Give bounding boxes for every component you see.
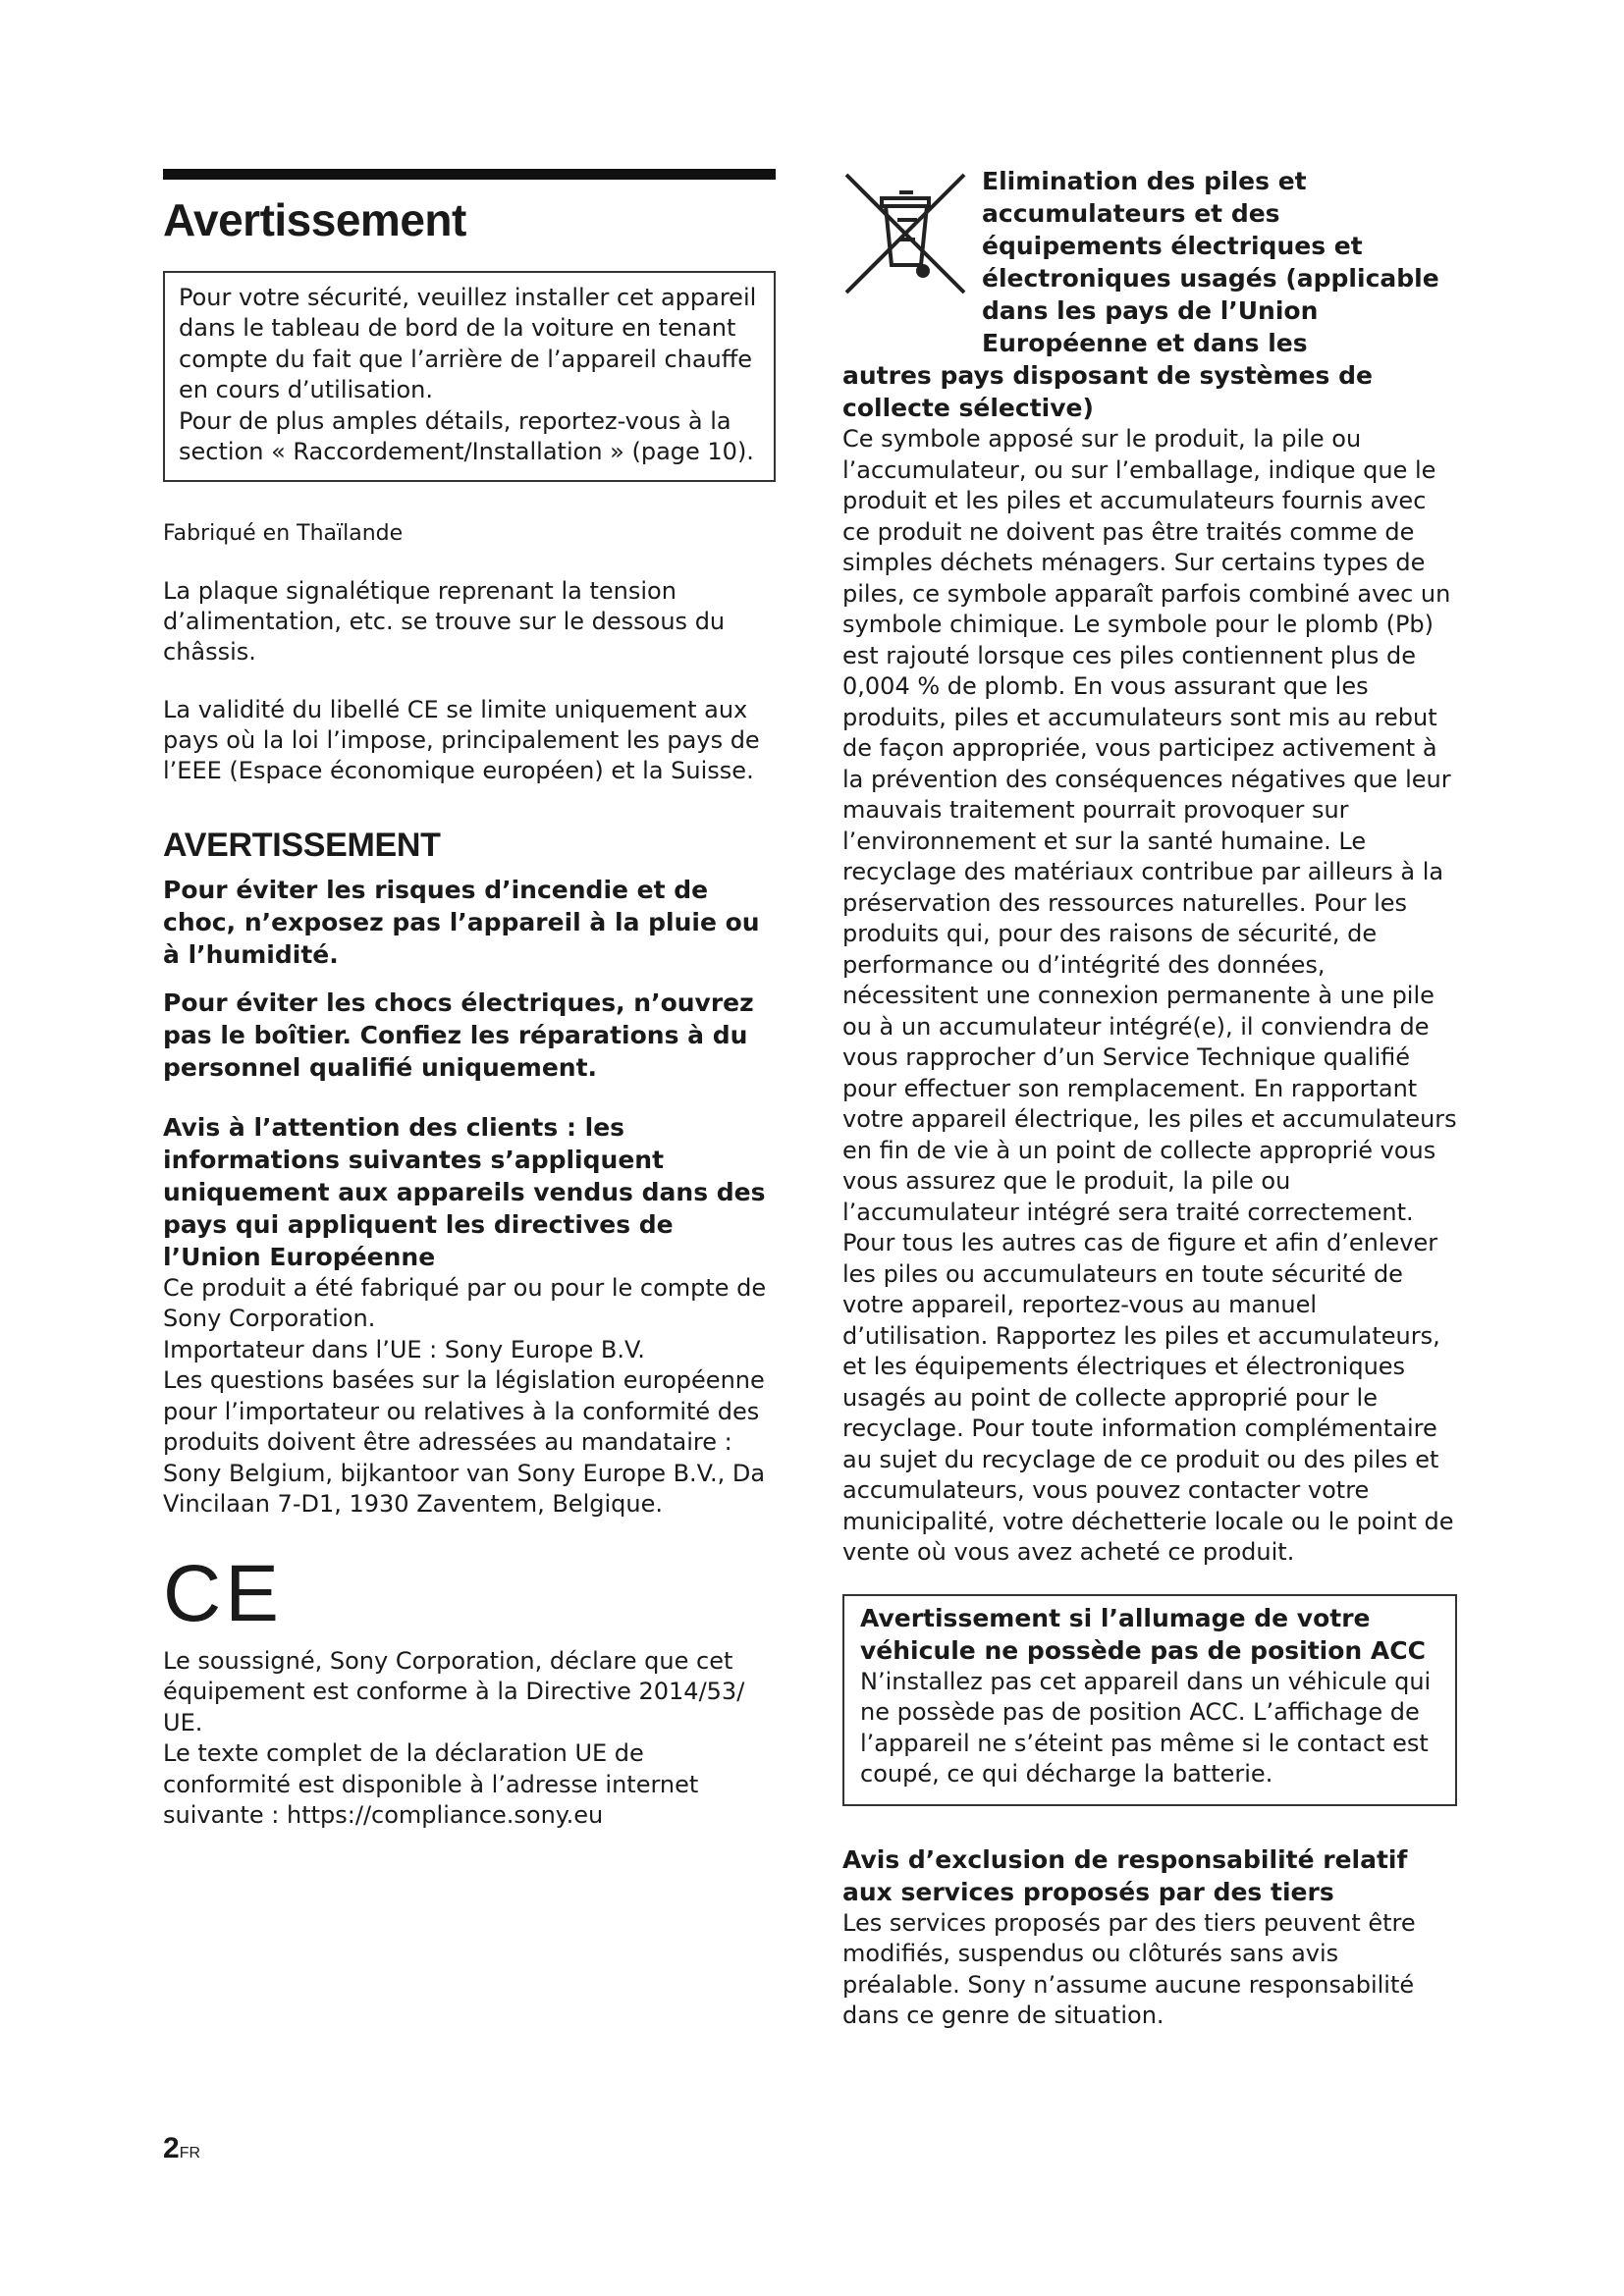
ce-mark-logo: CE: [163, 1548, 283, 1638]
page-number-value: 2: [163, 2132, 180, 2164]
ce-validity-text: La validité du libellé CE se limite uniquement aux pays où la loi l’impose, principalement les pays de l’EEE (Espace économique européen) et la Suisse.: [163, 695, 760, 784]
page-number-suffix: FR: [179, 2145, 201, 2162]
left-column: [163, 169, 776, 1832]
made-in: Fabriqué en Thaïlande: [163, 520, 404, 546]
weee-heading-part2: autres pays disposant de systèmes de collecte sélective): [842, 361, 1373, 422]
title-rule: [163, 169, 776, 180]
safety-text-2: Pour de plus amples détails, reportez-vous à la section « Raccordement/Installation » (page 10).: [179, 406, 754, 466]
warning-heading: AVERTISSEMENT: [163, 826, 441, 864]
eu-notice-1: Ce produit a été fabriqué par ou pour le compte de Sony Corporation.: [163, 1273, 767, 1333]
eu-notice-2: Importateur dans l’UE : Sony Europe B.V.: [163, 1335, 645, 1363]
warning-fire: Pour éviter les risques d’incendie et de choc, n’exposez pas l’appareil à la pluie ou à l’humidité.: [163, 875, 760, 969]
page-number: [163, 2132, 200, 2165]
warning-shock: Pour éviter les chocs électriques, n’ouvrez pas le boîtier. Confiez les réparations à du personnel qualifié uniquement.: [163, 988, 754, 1082]
safety-text-1: Pour votre sécurité, veuillez installer cet appareil dans le tableau de bord de la voiture en tenant compte du fait que l’arrière de l’appareil chauffe en cours d’utilisation.: [179, 283, 757, 404]
acc-heading: Avertissement si l’allumage de votre véhicule ne possède pas de position ACC: [860, 1603, 1426, 1665]
crossed-out-wheeled-bin-icon: [842, 171, 968, 296]
acc-body: N’installez pas cet appareil dans un véhicule qui ne possède pas de position ACC. L’affichage de l’appareil ne s’éteint pas même si le contact est coupé, ce qui décharge la batterie.: [860, 1667, 1432, 1788]
eu-notice-3: Les questions basées sur la législation européenne pour l’importateur ou relatives à la conformité des produits doivent être adressées au mandataire : Sony Belgium, bijkantoor van Sony Europe B.V., Da Vincilaan 7-D1, 1930 Zaventem, Belgique.: [163, 1366, 766, 1519]
nameplate-text: La plaque signalétique reprenant la tension d’alimentation, etc. se trouve sur le dessous du châssis.: [163, 576, 726, 666]
weee-body: Ce symbole apposé sur le produit, la pile ou l’accumulateur, ou sur l’emballage, indique que le produit et les piles et accumulateurs fournis avec ce produit ne doivent pas être traités comme de simples déchets ménagers. Sur certains types de piles, ce symbole apparaît parfois combiné avec un symbole chimique. Le symbole pour le plomb (Pb) est rajouté lorsque ces piles contiennent plus de 0,004 % de plomb. En vous assurant que les produits, piles et accumulateurs sont mis au rebut de façon appropriée, vous participez activement à la prévention des conséquences négatives que leur mauvais traitement pourrait provoquer sur l’environnement et sur la santé humaine. Le recyclage des matériaux contribue par ailleurs à la préservation des ressources naturelles. Pour les produits qui, pour des raisons de sécurité, de performance ou d’intégrité des données, nécessitent une connexion permanente à une pile ou à un accumulateur intégré(e), il conviendra de vous rapprocher d’un Service Technique qualifié pour effectuer son remplacement. En rapportant votre appareil électrique, les piles et accumulateurs en fin de vie à un point de collecte approprié vous vous assurez que le produit, la pile ou l’accumulateur intégré sera traité correctement. Pour tous les autres cas de figure et afin d’enlever les piles ou accumulateurs en toute sécurité de votre appareil, reportez-vous au manuel d’utilisation. Rapportez les piles et accumulateurs, et les équipements électriques et électroniques usagés au point de collecte approprié pour le recyclage. Pour toute information complémentaire au sujet du recyclage de ce produit ou des piles et accumulateurs, vous pouvez contacter votre municipalité, votre déchetterie locale ou le point de vente où vous avez acheté ce produit.: [842, 425, 1457, 1566]
eu-notice-heading: Avis à l’attention des clients : les informations suivantes s’appliquent uniquement aux appareils vendus dans des pays qui appliquent les directives de l’Union Européenne: [163, 1112, 766, 1271]
disclaimer-heading: Avis d’exclusion de responsabilité relatif aux services proposés par des tiers: [842, 1844, 1408, 1906]
acc-warning-box: [842, 1594, 1457, 1806]
declaration-1: Le soussigné, Sony Corporation, déclare que cet équipement est conforme à la Directive 2014/53/ UE.: [163, 1646, 745, 1736]
weee-section: [842, 165, 1457, 1569]
page-title: Avertissement: [163, 194, 466, 245]
weee-heading-part1: Elimination des piles et accumulateurs et des équipements électriques et électroniques usagés (applicable dans les pays de l’Union Européenne et dans les: [982, 167, 1439, 357]
right-column: [842, 165, 1457, 2032]
disclaimer-body: Les services proposés par des tiers peuvent être modifiés, suspendus ou clôturés sans avis préalable. Sony n’assume aucune responsabilité dans ce genre de situation.: [842, 1908, 1416, 2029]
declaration-2: Le texte complet de la déclaration UE de conformité est disponible à l’adresse internet suivante : https://compliance.sony.eu: [163, 1739, 699, 1830]
safety-box: [163, 271, 776, 482]
